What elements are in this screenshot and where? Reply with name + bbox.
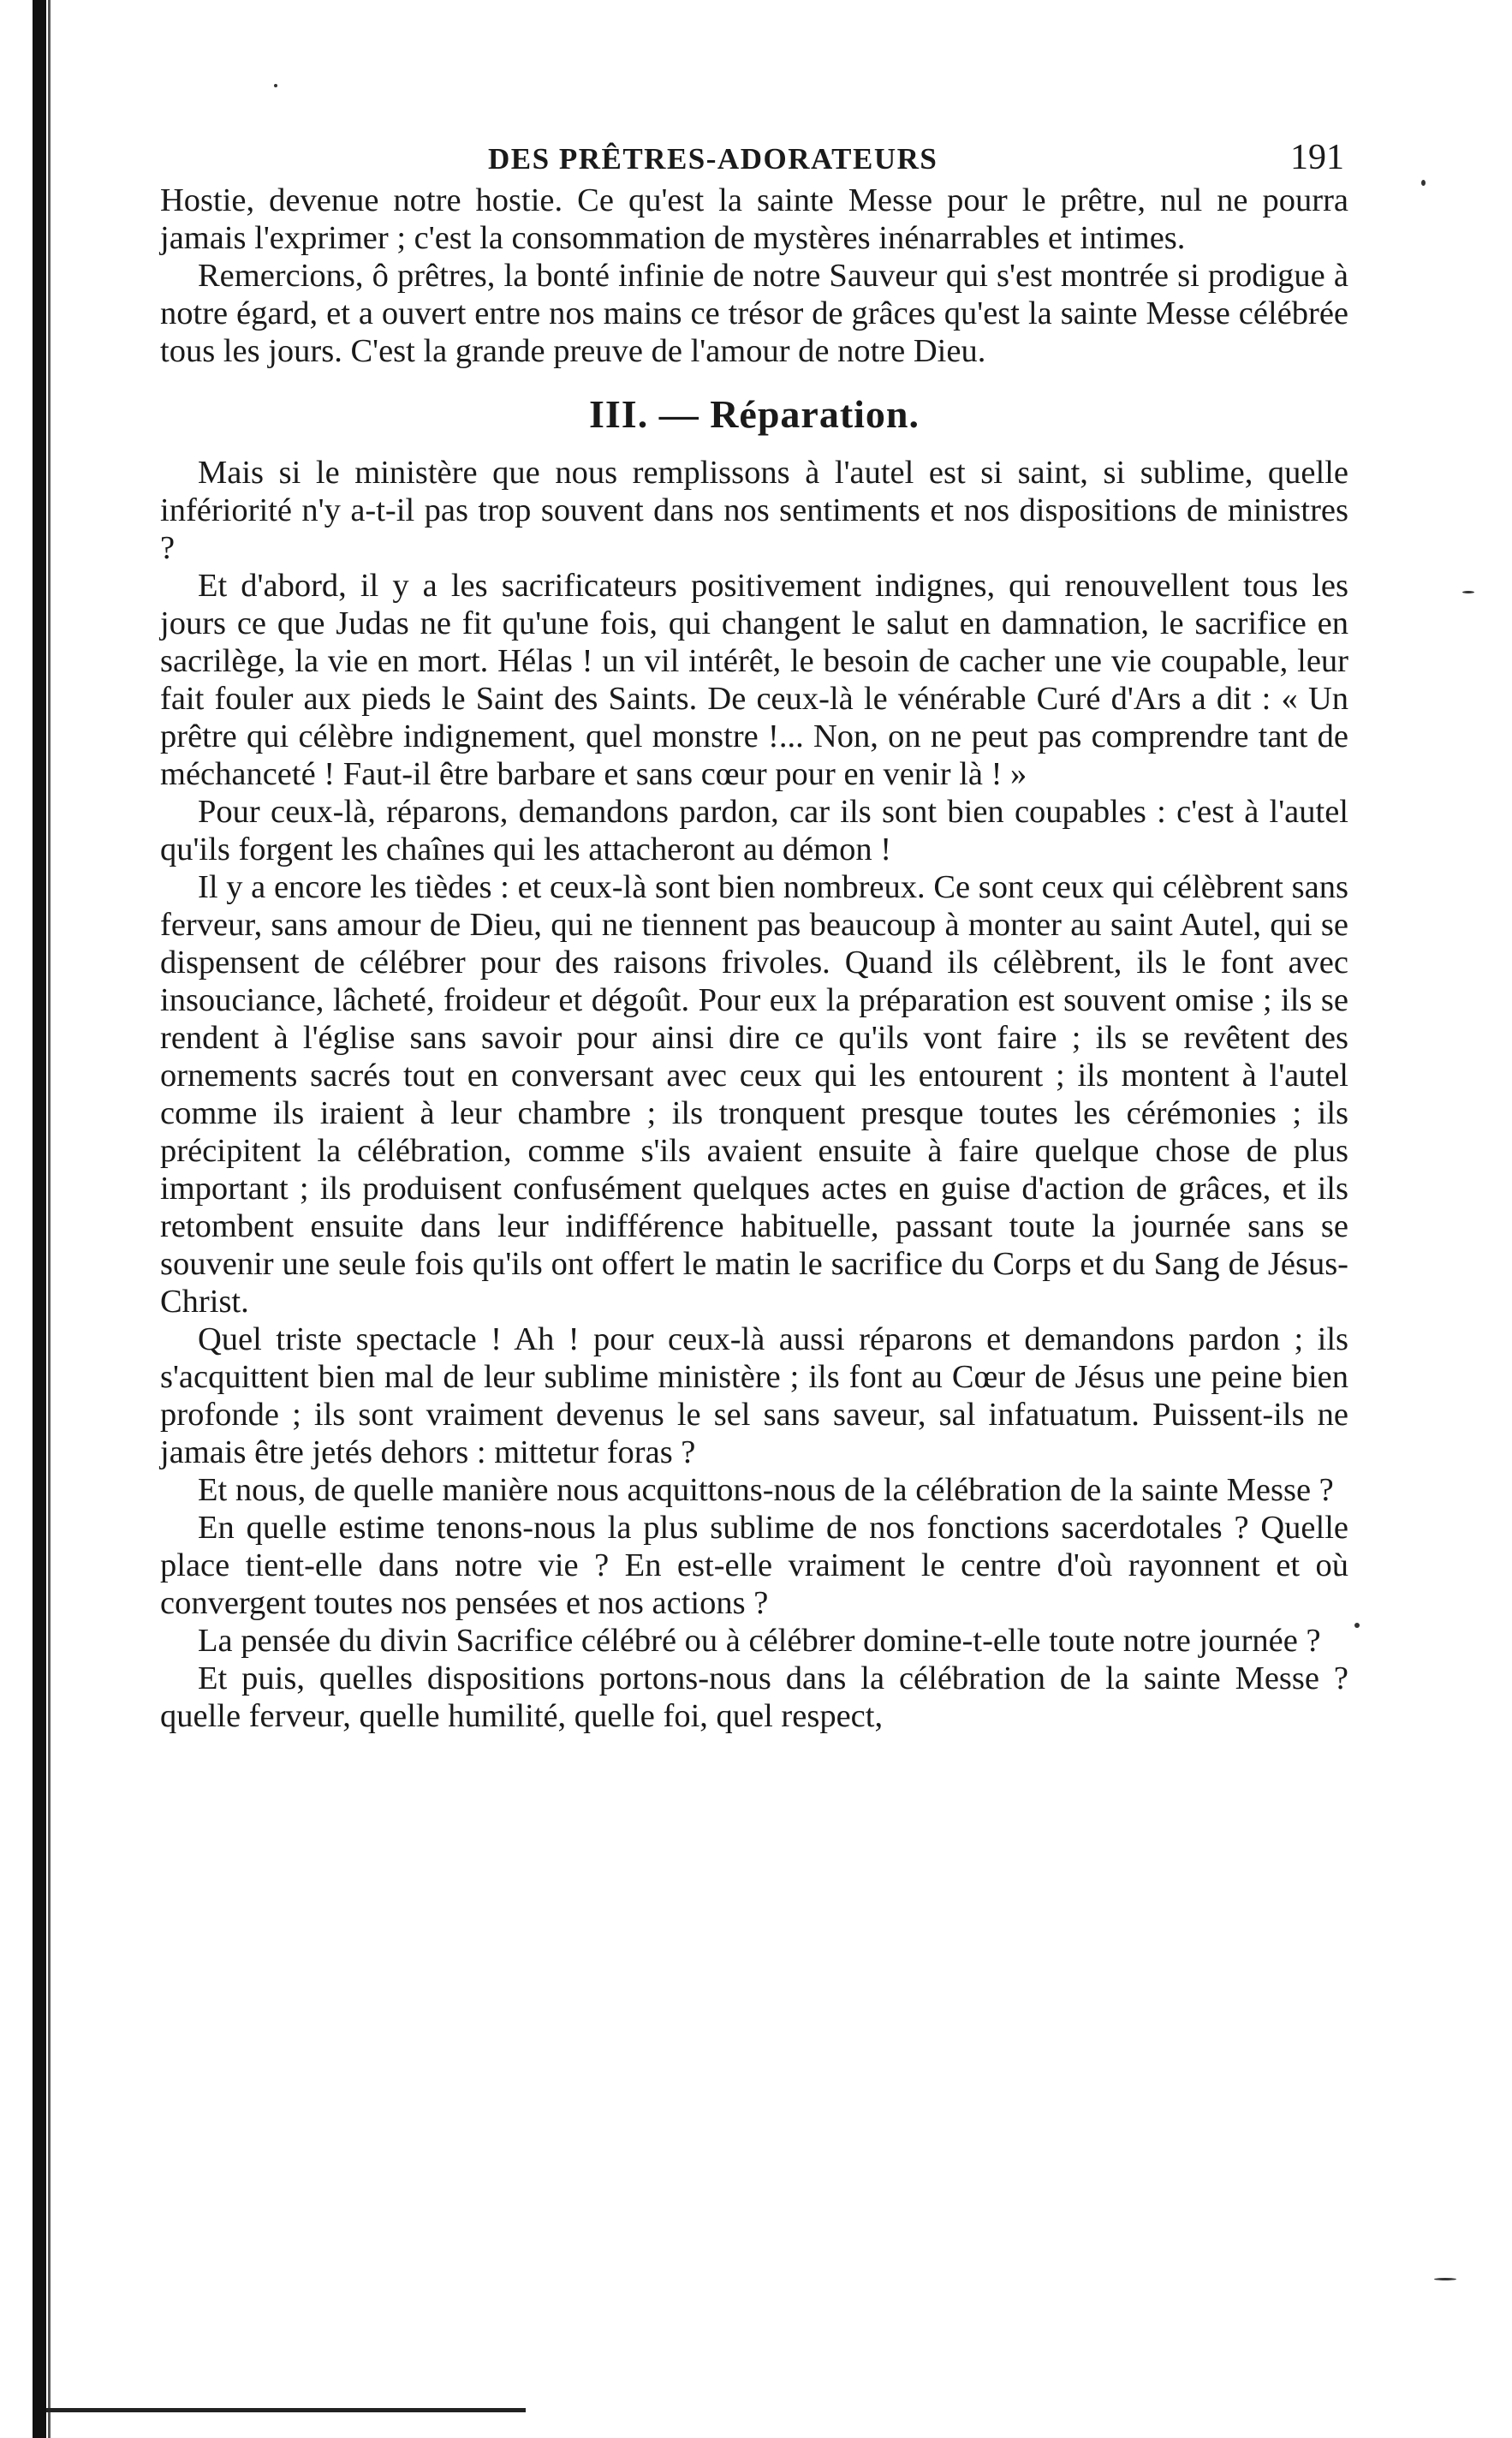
paragraph: Pour ceux-là, réparons, demandons pardon, car ils sont bien coupables : c'est à l'autel qu'ils forgent les chaînes qui les attacheront au démon ! — [160, 794, 1348, 867]
page-header — [488, 137, 1344, 188]
page-number: 191 — [1290, 138, 1344, 177]
paragraph: En quelle estime tenons-nous la plus sublime de nos fonctions sacerdotales ? Quelle place tient-elle dans notre vie ? En est-elle vraiment le centre d'où rayonnent et où convergent toutes nos pensées et nos actions ? — [160, 1510, 1348, 1621]
page-bottom-edge — [46, 2408, 526, 2412]
paragraph: Et d'abord, il y a les sacrificateurs positivement indignes, qui renouvellent tous les jours ce que Judas ne fit qu'une fois, qui changent le salut en damnation, le sacrifice en sacrilège, la vie en mort. Hélas ! un vil intérêt, le besoin de cacher une vie coupable, leur fait fouler aux pieds le Saint des Saints. De ceux-là le vénérable Curé d'Ars a dit : « Un prêtre qui célèbre indignement, quel monstre !... Non, on ne peut pas comprendre tant de méchanceté ! Faut-il être barbare et sans cœur pour en venir là ! » — [160, 568, 1348, 792]
paragraph: Mais si le ministère que nous remplissons à l'autel est si saint, si sublime, quelle infériorité n'y a-t-il pas trop souvent dans nos sentiments et nos dispositions de ministres ? — [160, 455, 1348, 566]
paragraph: Il y a encore les tièdes : et ceux-là sont bien nombreux. Ce sont ceux qui célèbrent sans ferveur, sans amour de Dieu, qui ne tiennent pas beaucoup à monter au saint Autel, qui se dispensent de célébrer pour des raisons frivoles. Quand ils célèbrent, ils le font avec insouciance, lâcheté, froideur et dégoût. Pour eux la préparation est souvent omise ; ils se rendent à l'église sans savoir pour ainsi dire ce qu'ils vont faire ; ils se revêtent des ornements sacrés tout en conversant avec ceux qui les entourent ; ils montent à l'autel comme ils iraient à leur chambre ; ils tronquent presque toutes les cérémonies ; ils précipitent la célébration, comme s'ils avaient ensuite à faire quelque chose de plus important ; ils produisent confusément quelques actes en guise d'action de grâces, et ils retombent ensuite dans leur indifférence habituelle, passant toute la journée sans se souvenir une seule fois qu'ils ont offert le matin le sacrifice du Corps et du Sang de Jésus-Christ. — [160, 869, 1348, 1320]
binding-edge — [48, 0, 51, 2438]
paragraph: Et nous, de quelle manière nous acquittons-nous de la célébration de la sainte Messe ? — [198, 1472, 1334, 1508]
paragraph: La pensée du divin Sacrifice célébré ou à célébrer domine-t-elle toute notre journée ? — [198, 1623, 1321, 1659]
paragraph: Quel triste spectacle ! Ah ! pour ceux-là aussi réparons et demandons pardon ; ils s'acquittent bien mal de leur sublime ministère ; ils font au Cœur de Jésus une peine bien profonde ; ils sont vraiment devenus le sel sans saveur, sal infatuatum. Puissent-ils ne jamais être jetés dehors : mittetur foras ? — [160, 1321, 1348, 1470]
binding-shadow — [33, 0, 46, 2438]
paragraph: Et puis, quelles dispositions portons-nous dans la célébration de la sainte Messe ? quelle ferveur, quelle humilité, quelle foi, quel respect, — [160, 1660, 1348, 1734]
section-heading: III. — Réparation. — [588, 392, 920, 436]
running-head: DES PRÊTRES-ADORATEURS — [488, 142, 938, 176]
paragraph: Remercions, ô prêtres, la bonté infinie de notre Sauveur qui s'est montrée si prodigue à notre égard, et a ouvert entre nos mains ce trésor de grâces qu'est la sainte Messe célébrée tous les jours. C'est la grande preuve de l'amour de notre Dieu. — [160, 258, 1348, 369]
body-text — [160, 182, 1348, 1735]
paragraph: Hostie, devenue notre hostie. Ce qu'est la sainte Messe pour le prêtre, nul ne pourra jamais l'exprimer ; c'est la consommation de mystères inénarrables et intimes. — [160, 182, 1348, 256]
